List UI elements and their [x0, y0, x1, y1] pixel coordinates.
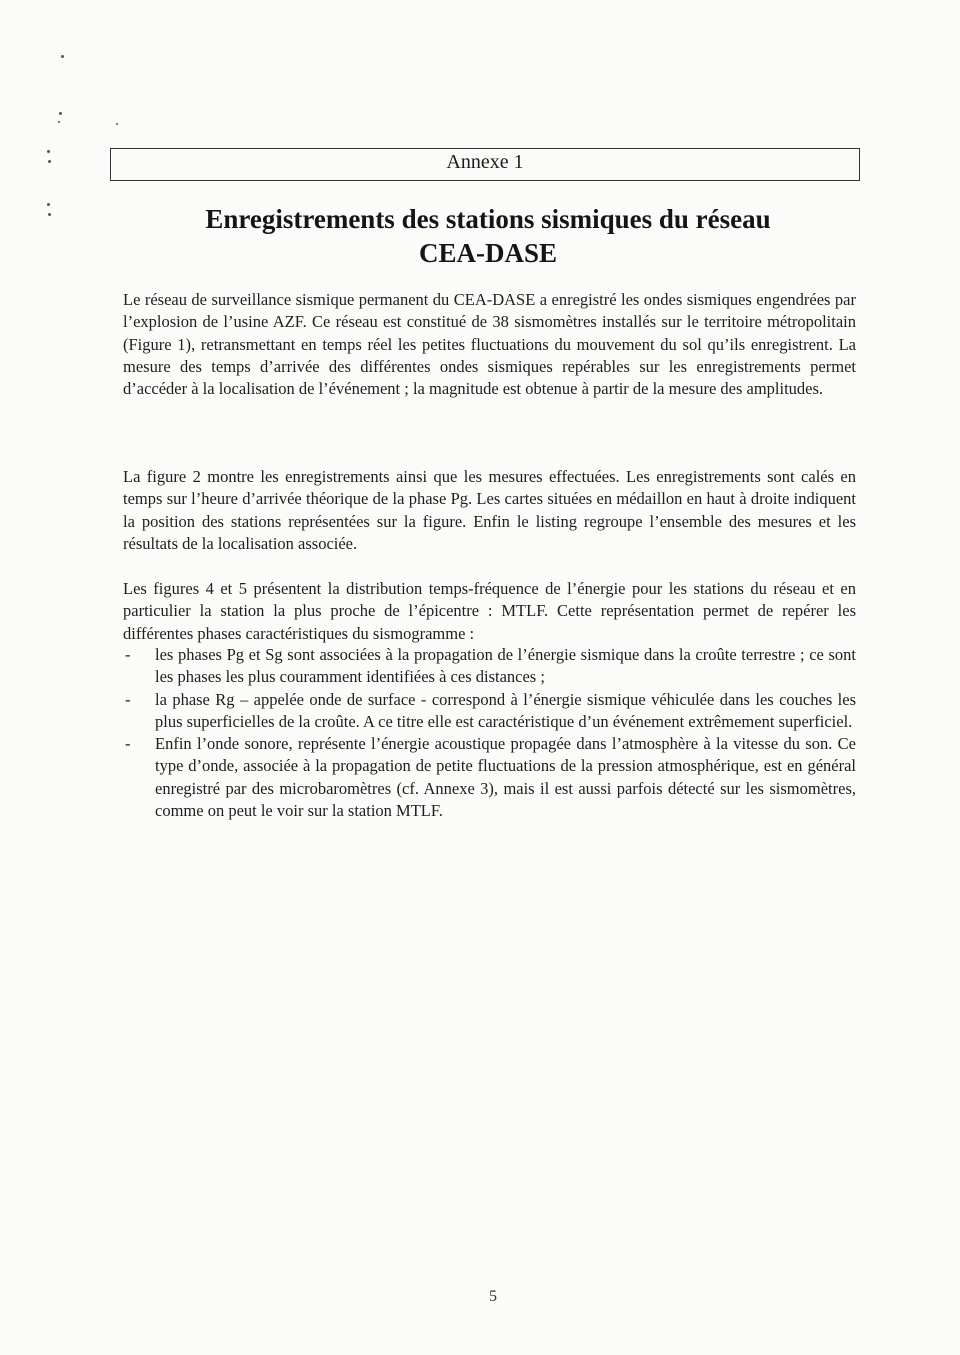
annex-label: Annexe 1 [446, 151, 524, 173]
annex-header-box [110, 148, 860, 181]
scan-speck [116, 123, 118, 125]
paragraph-figure-2: La figure 2 montre les enregistrements ainsi que les mesures effectuées. Les enregistrements sont calés en temps sur l’heure d’arrivée théorique de la phase Pg. Les cartes situées en médaillon en haut à droite indiquent la position des stations représentées sur la figure. Enfin le listing regroupe l’ensemble des mesures et les résultats de la localisation associée. [123, 467, 856, 553]
list-item-text: les phases Pg et Sg sont associées à la propagation de l’énergie sismique dans la croûte terrestre ; ce sont les phases les plus couramment identifiées à ces distances ; [155, 645, 856, 687]
list-item [123, 644, 856, 689]
list-item [123, 733, 856, 822]
list-item-text: Enfin l’onde sonore, représente l’énergie acoustique propagée dans l’atmosphère à la vitesse du son. Ce type d’onde, associée à la propagation de petite fluctuations de la pression atmosphérique, est en général enregistré par des microbaromètres (cf. Annexe 3), mais il est aussi parfois détecté sur les sismomètres, comme on peut le voir sur la station MTLF. [155, 734, 856, 821]
scan-speck [47, 150, 50, 153]
scan-speck [58, 121, 60, 123]
scan-speck [61, 55, 64, 58]
scan-speck [48, 160, 51, 163]
list-item-text: la phase Rg – appelée onde de surface - correspond à l’énergie sismique véhiculée dans les couches les plus superficielles de la croûte. A ce titre elle est caractéristique d’un événement extrêmement superficiel. [155, 689, 856, 731]
title-line-2: CEA-DASE [418, 238, 558, 268]
title-line-1: Enregistrements des stations sismiques du réseau [205, 204, 771, 234]
list-item [123, 689, 856, 734]
phase-list [123, 644, 856, 822]
page-number: 5 [489, 1288, 497, 1305]
paragraph-network: Le réseau de surveillance sismique permanent du CEA-DASE a enregistré les ondes sismiques engendrées par l’explosion de l’usine AZF. Ce réseau est constitué de 38 sismomètres installés sur le territoire métropolitain (Figure 1), retransmettant en temps réel les petites fluctuations du mouvement du sol qu’ils enregistrent. La mesure des temps d’arrivée des différentes ondes sismiques repérables sur les enregistrements permet d’accéder à la localisation de l’événement ; la magnitude est obtenue à partir de la mesure des amplitudes. [123, 290, 856, 399]
list-dash: - [125, 689, 131, 709]
scan-speck [47, 203, 50, 206]
scan-speck [59, 112, 62, 115]
list-dash: - [125, 645, 131, 664]
page-title [120, 202, 856, 270]
paragraph-figures-4-5: Les figures 4 et 5 présentent la distribution temps-fréquence de l’énergie pour les stations du réseau et en particulier la station la plus proche de l’épicentre : MTLF. Cette représentation permet de repérer les différentes phases caractéristiques du sismogramme : [123, 579, 856, 643]
list-dash: - [125, 734, 131, 754]
scan-speck [48, 213, 51, 216]
